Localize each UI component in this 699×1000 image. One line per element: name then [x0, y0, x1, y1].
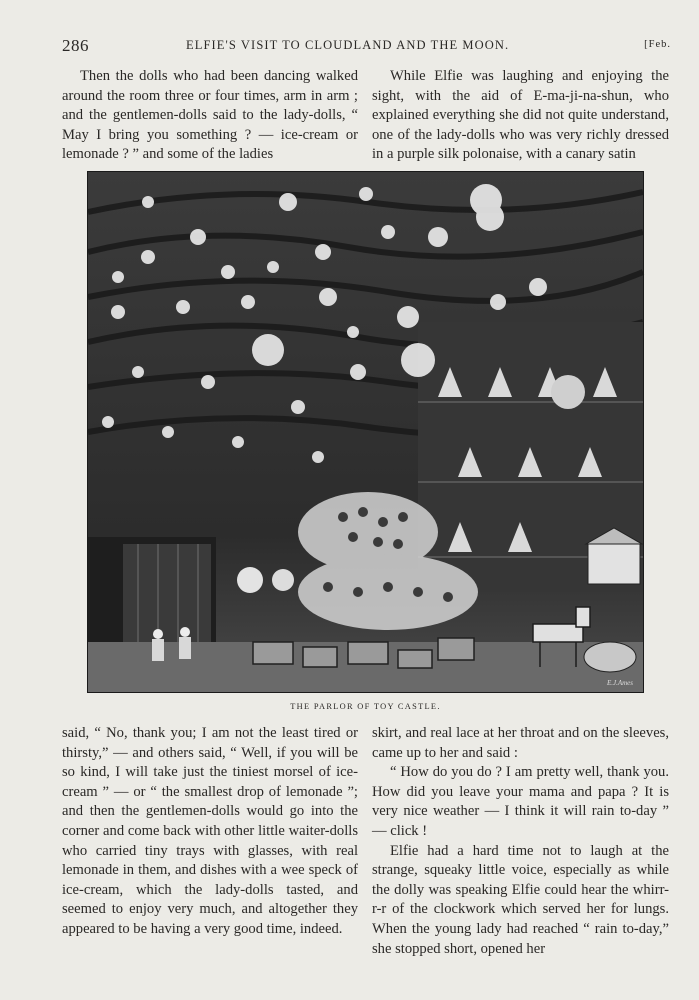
illustration-toy-castle-parlor — [87, 171, 644, 693]
paragraph: Elfie had a hard time not to laugh at the strange, squeaky little voice, especially as while the dolly was speaking Elfie could hear the whirr-r-r of the clockwork which served her for lungs. When the young lady had reached “ rain to-day,” she stopped short, opened her — [372, 842, 669, 957]
artist-signature: E.J.Ames — [606, 679, 633, 687]
running-title: ELFIE'S VISIT TO CLOUDLAND AND THE MOON. — [186, 38, 510, 52]
text-column-top-right — [372, 67, 669, 163]
figure-caption: THE PARLOR OF TOY CASTLE. — [290, 702, 441, 711]
paragraph: “ How do you do ? I am pretty well, thank you. How did you leave your mama and papa ? It is very nice weather — I think it will rain to-day ” — click ! — [372, 764, 669, 839]
paragraph: skirt, and real lace at her throat and on the sleeves, came up to her and said : — [372, 725, 669, 761]
running-head — [62, 36, 671, 56]
text-column-top-left — [62, 67, 358, 163]
running-month: [Feb. — [644, 39, 671, 50]
text-column-bottom-left — [62, 724, 358, 940]
engraving-artwork — [88, 172, 643, 692]
page-number: 286 — [62, 36, 89, 55]
paragraph: While Elfie was laughing and enjoying the sight, with the aid of E-ma-ji-na-shun, who explained everything she did not quite understand, one of the lady-dolls who was very richly dressed in a purple silk polonaise, with a canary satin — [372, 68, 669, 163]
paragraph: Then the dolls who had been dancing walked around the room three or four times, arm in arm ; and the gentlemen-dolls said to the lady-dolls, “ May I bring you something ? — ice-cream or lemonade ? ” and some of the ladies — [62, 68, 358, 163]
paragraph: said, “ No, thank you; I am not the least tired or thirsty,” — and others said, “ Well, if you will be so kind, I will take just the tiniest morsel of ice-cream ” — or “ the smallest drop of lemonade ”; and then the gentlemen-dolls would go into the corner and come back with other little waiter-dolls who carried tiny trays with glasses, with real lemonade in them, and dishes with a wee speck of ice-cream, which the lady-dolls tasted, and seemed to enjoy very much, and altogether they appeared to be having a very good time, indeed. — [62, 725, 358, 937]
text-column-bottom-right — [372, 724, 669, 957]
